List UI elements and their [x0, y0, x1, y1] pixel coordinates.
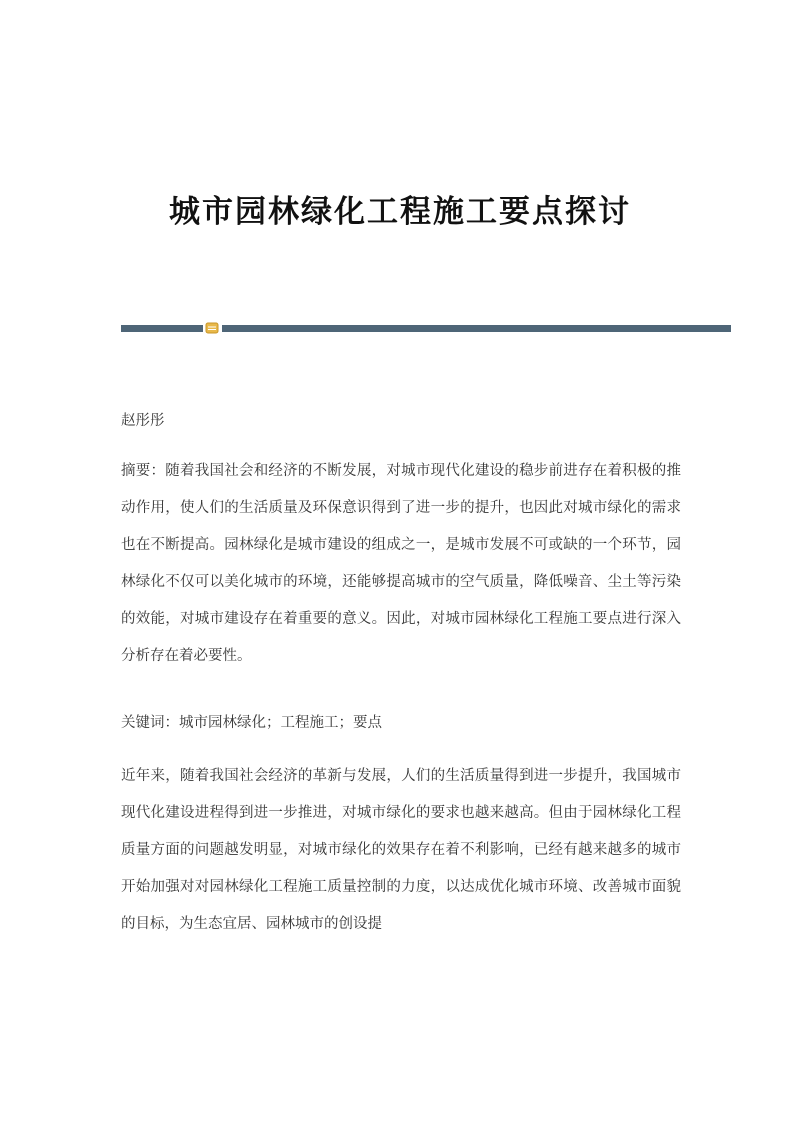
decorative-ornament-icon: [205, 322, 219, 334]
title-rule-right: [222, 325, 731, 332]
intro-paragraph: 近年来，随着我国社会经济的革新与发展，人们的生活质量得到进一步提升，我国城市现代化建设进程得到进一步推进，对城市绿化的要求也越来越高。但由于园林绿化工程质量方面的问题越发明显，对城市绿化的效果存在着不利影响，已经有越来越多的城市开始加强对对园林绿化工程施工质量控制的力度，以达成优化城市环境、改善城市面貌的目标，为生态宜居、园林城市的创设提: [121, 768, 681, 932]
title-rule-left: [121, 325, 203, 332]
author-name: 赵彤彤: [121, 413, 165, 429]
abstract-paragraph: 摘要：随着我国社会和经济的不断发展，对城市现代化建设的稳步前进存在着积极的推动作用，使人们的生活质量及环保意识得到了进一步的提升，也因此对城市绿化的需求也在不断提高。园林绿化是城市建设的组成之一，是城市发展不可或缺的一个环节，园林绿化不仅可以美化城市的环境，还能够提高城市的空气质量，降低噪音、尘土等污染的效能，对城市建设存在着重要的意义。因此，对城市园林绿化工程施工要点进行深入分析存在着必要性。: [121, 463, 681, 664]
document-title: 城市园林绿化工程施工要点探讨: [169, 194, 631, 230]
keywords-line: 关键词：城市园林绿化；工程施工；要点: [121, 715, 382, 731]
